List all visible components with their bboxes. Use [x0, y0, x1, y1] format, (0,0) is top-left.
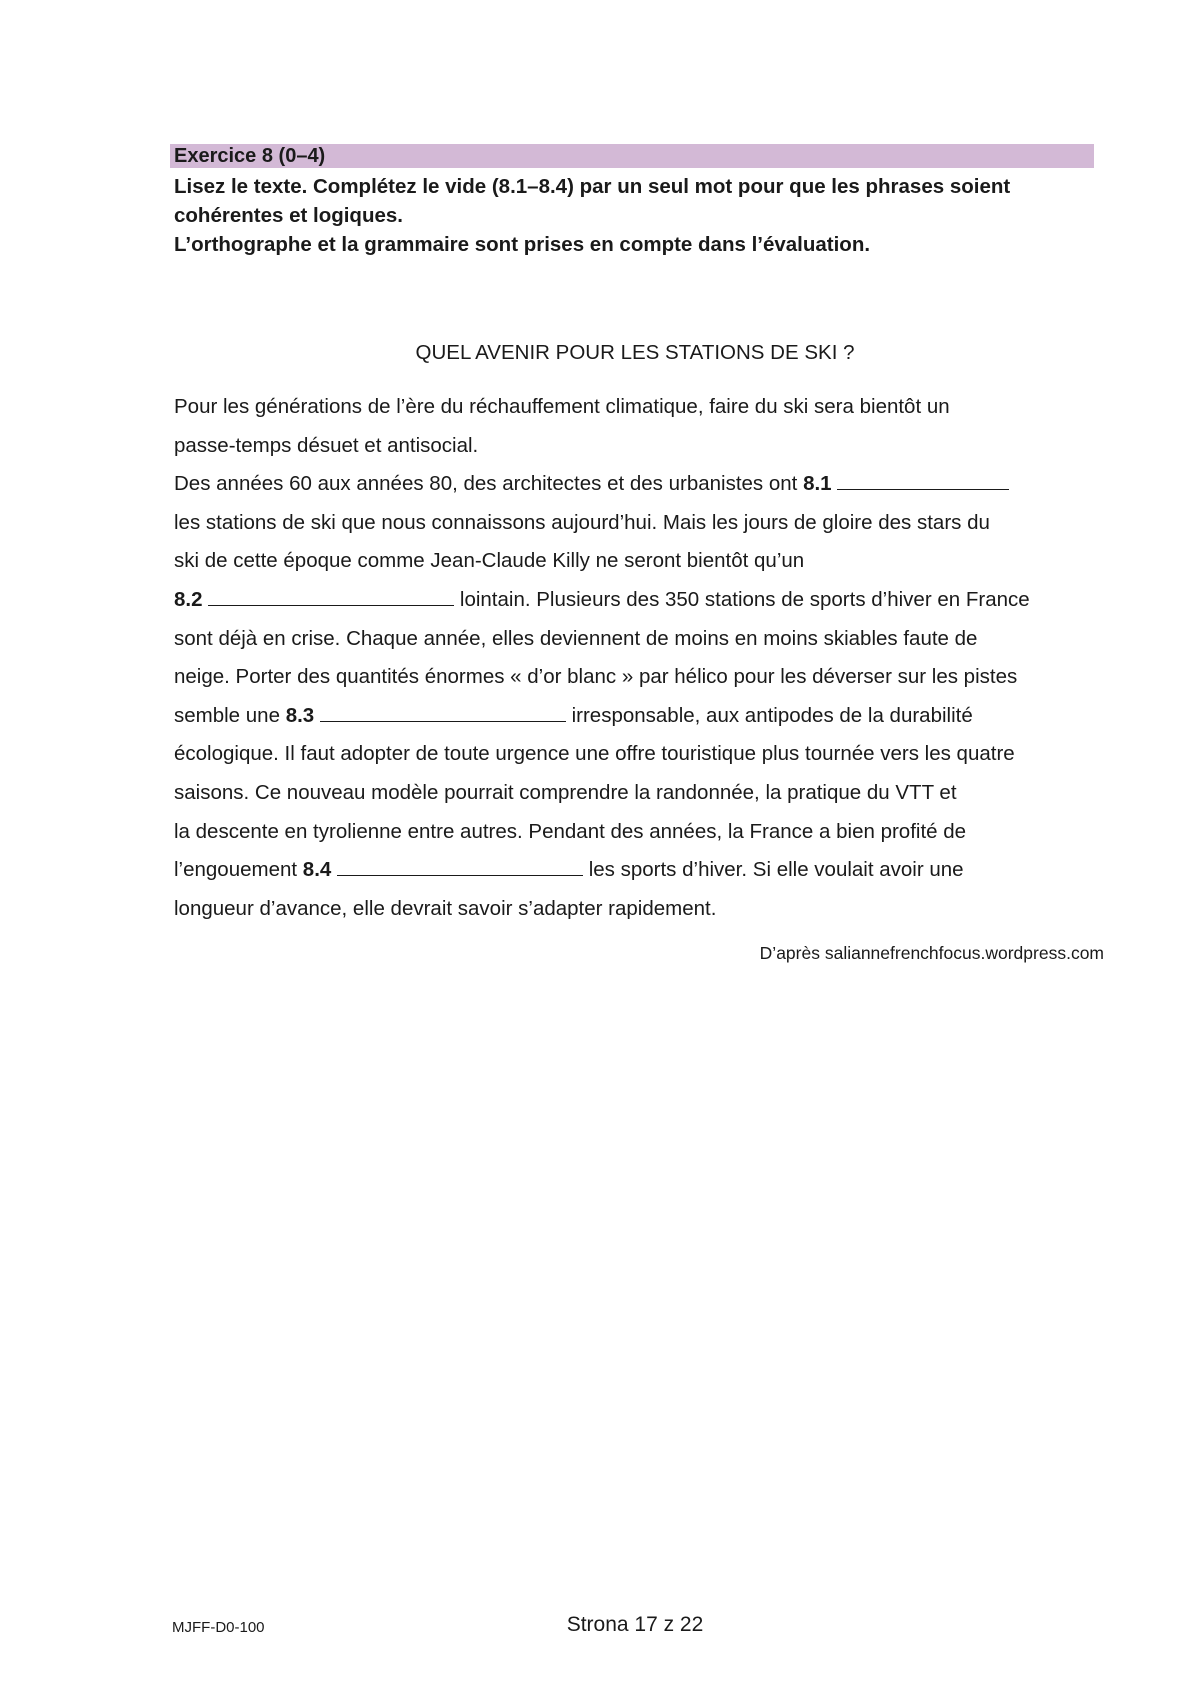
- gap-8-2-blank[interactable]: [208, 585, 454, 606]
- text-segment: les sports d’hiver. Si elle voulait avoir une: [583, 858, 964, 882]
- page-number: Strona 17 z 22: [566, 1613, 704, 1636]
- document-code: MJFF-D0-100: [172, 1619, 265, 1636]
- exercise-title: Exercice 8 (0–4): [174, 145, 326, 167]
- reading-text: [174, 388, 1124, 928]
- text-line: [174, 851, 1124, 890]
- gap-number-8-3: 8.3: [285, 703, 315, 727]
- text-line: écologique. Il faut adopter de toute urgence une offre touristique plus tournée vers les quatre: [174, 742, 1015, 766]
- gap-8-1-blank[interactable]: [837, 469, 1009, 490]
- instruction-line-1: Lisez le texte. Complétez le vide (8.1–8.4) par un seul mot pour que les phrases soient: [174, 175, 1011, 198]
- gap-number-8-4: 8.4: [302, 858, 332, 882]
- text-line: la descente en tyrolienne entre autres. Pendant des années, la France a bien profité de: [174, 819, 967, 843]
- text-line: sont déjà en crise. Chaque année, elles deviennent de moins en moins skiables faute de: [174, 626, 978, 650]
- text-line: les stations de ski que nous connaissons aujourd’hui. Mais les jours de gloire des stars du: [174, 510, 990, 534]
- instruction-line-2: cohérentes et logiques.: [174, 204, 403, 227]
- text-line: neige. Porter des quantités énormes « d’or blanc » par hélico pour les déverser sur les pistes: [174, 665, 1018, 689]
- gap-number-8-1: 8.1: [803, 472, 832, 496]
- instruction-line-3: L’orthographe et la grammaire sont prises en compte dans l’évaluation.: [174, 233, 871, 256]
- text-line: longueur d’avance, elle devrait savoir s’adapter rapidement.: [174, 896, 717, 920]
- text-line: [174, 697, 1124, 736]
- text-segment: semble une: [174, 703, 286, 727]
- source-attribution: D’après saliannefrenchfocus.wordpress.com: [759, 943, 1104, 963]
- text-line: ski de cette époque comme Jean-Claude Killy ne seront bientôt qu’un: [174, 549, 805, 573]
- text-segment: irresponsable, aux antipodes de la durabilité: [565, 703, 973, 727]
- text-title: QUEL AVENIR POUR LES STATIONS DE SKI ?: [415, 341, 855, 364]
- text-segment: l’engouement: [174, 858, 303, 882]
- text-line: [174, 581, 1124, 620]
- text-line: Pour les générations de l’ère du réchauffement climatique, faire du ski sera bientôt un: [174, 395, 950, 418]
- gap-number-8-2: 8.2: [174, 587, 203, 611]
- gap-8-4-blank[interactable]: [337, 855, 583, 876]
- text-line: [174, 465, 1124, 504]
- text-segment: Des années 60 aux années 80, des architectes et des urbanistes ont: [174, 472, 804, 496]
- text-line: passe-temps désuet et antisocial.: [174, 433, 479, 457]
- text-line: saisons. Ce nouveau modèle pourrait comprendre la randonnée, la pratique du VTT et: [174, 780, 957, 804]
- text-segment: lointain. Plusieurs des 350 stations de sports d’hiver en France: [454, 587, 1030, 611]
- gap-8-3-blank[interactable]: [320, 701, 566, 722]
